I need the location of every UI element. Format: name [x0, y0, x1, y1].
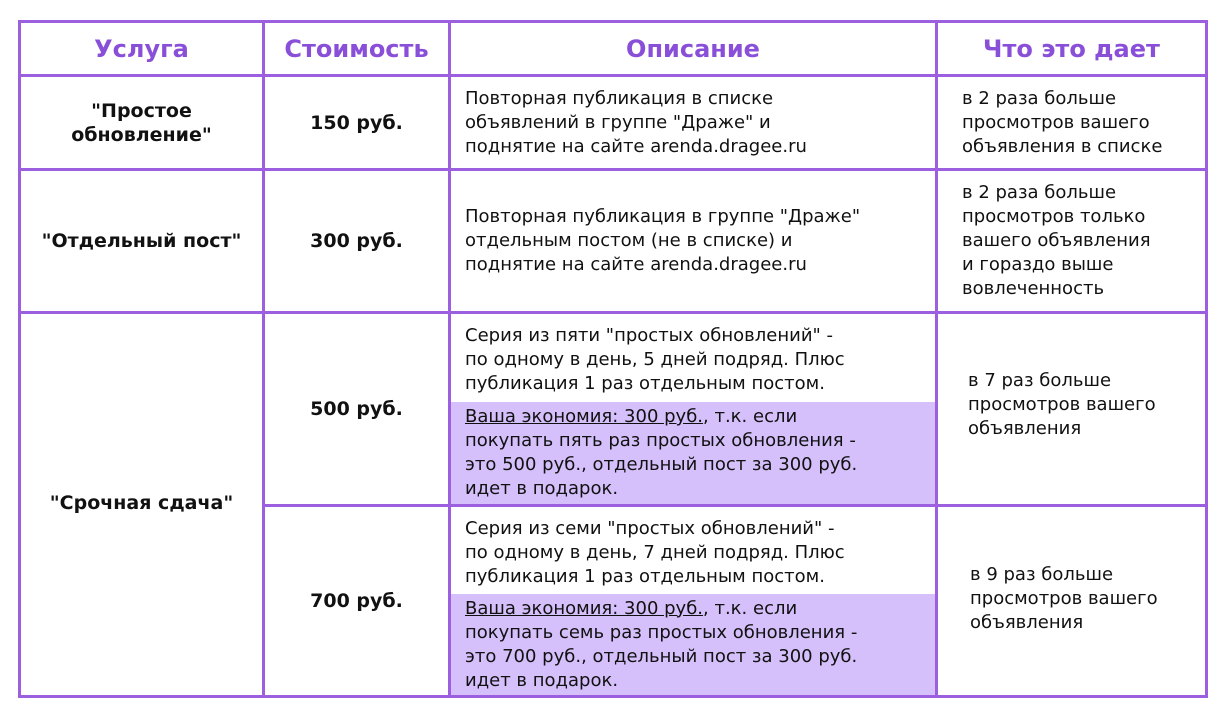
benefit-urgent-7: в 9 раз больше просмотров вашего объявления — [935, 504, 1208, 698]
savings-text: , т.к. если покупать семь раз простых обновления - это 700 руб., отдельный пост за 300 руб. идет в подарок. — [465, 597, 858, 691]
benefit-separate-post: в 2 раза больше просмотров только вашего объявления и гораздо выше вовлеченность — [935, 168, 1208, 314]
service-separate-post: "Отдельный пост" — [18, 168, 265, 314]
benefit-urgent-5: в 7 раз больше просмотров вашего объявления — [935, 311, 1208, 507]
savings-text: , т.к. если покупать пять раз простых обновления - это 500 руб., отдельный пост за 300 руб. идет в подарок. — [465, 406, 858, 499]
benefit-simple-update: в 2 раза больше просмотров вашего объявления в списке — [935, 74, 1208, 171]
header-cost: Стоимость — [262, 20, 451, 77]
pricing-table — [18, 20, 1208, 698]
description-urgent-5-text: Серия из пяти "простых обновлений" - по одному в день, 5 дней подряд. Плюс публикация 1 раз отдельным постом. — [465, 325, 845, 394]
price-simple-update: 150 руб. — [262, 74, 451, 171]
header-benefit: Что это дает — [935, 20, 1208, 77]
description-separate-post: Повторная публикация в группе "Драже" отдельным постом (не в списке) и поднятие на сайте arenda.dragee.ru — [448, 168, 938, 314]
header-description: Описание — [448, 20, 938, 77]
description-simple-update: Повторная публикация в списке объявлений в группе "Драже" и поднятие на сайте arenda.dragee.ru — [448, 74, 938, 171]
price-urgent-5: 500 руб. — [262, 311, 451, 507]
savings-label: Ваша экономия: 300 руб. — [465, 406, 704, 427]
description-urgent-7 — [448, 504, 938, 698]
service-simple-update: "Простое обновление" — [18, 74, 265, 171]
description-urgent-5 — [448, 311, 938, 507]
service-urgent-rental: "Срочная сдача" — [18, 311, 265, 698]
savings-label: Ваша экономия: 300 руб. — [465, 597, 704, 619]
description-urgent-7-text: Серия из семи "простых обновлений" - по одному в день, 7 дней подряд. Плюс публикация 1 раз отдельным постом. — [465, 517, 845, 587]
savings-urgent-7 — [451, 594, 935, 695]
savings-urgent-5 — [451, 402, 935, 504]
header-service: Услуга — [18, 20, 265, 77]
price-separate-post: 300 руб. — [262, 168, 451, 314]
price-urgent-7: 700 руб. — [262, 504, 451, 698]
